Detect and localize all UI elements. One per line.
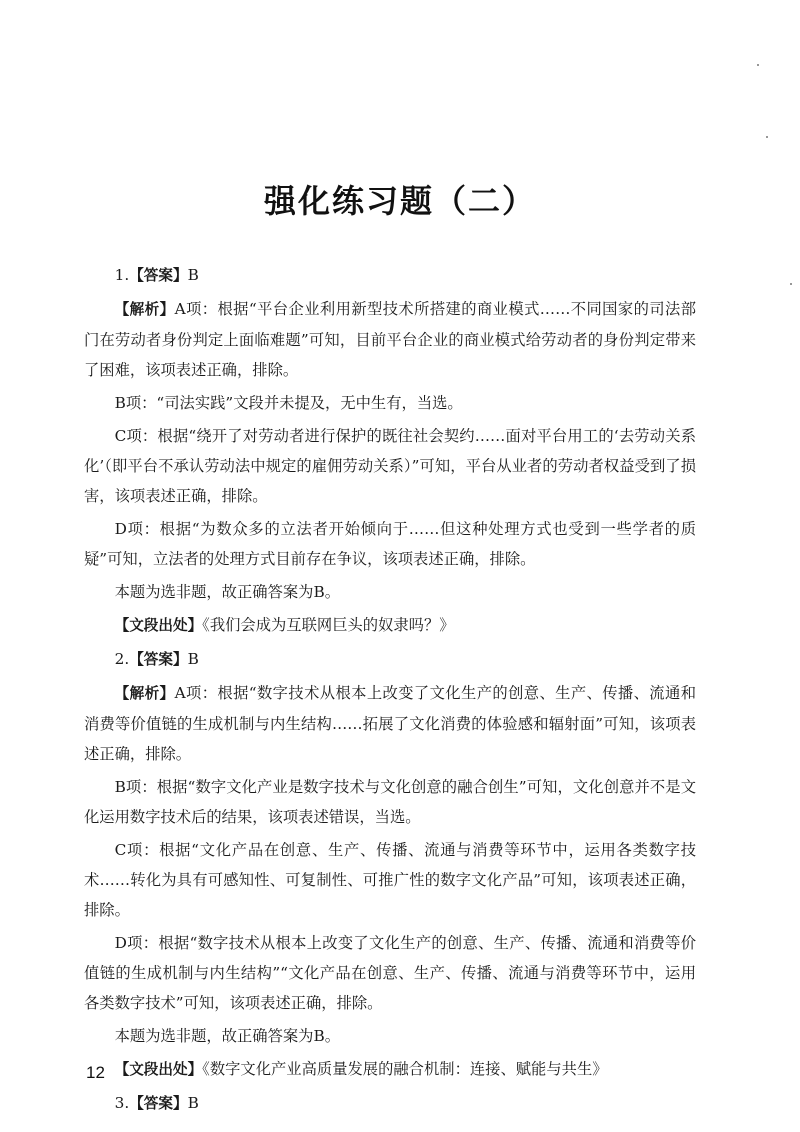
section-tag: 【解析】 — [114, 685, 175, 702]
question-number: 3. — [114, 1094, 130, 1112]
section-tag: 【文段出处】 — [114, 617, 203, 634]
paragraph-text: B — [187, 650, 199, 668]
paragraph-text: 本题为选非题，故正确答案为B。 — [114, 583, 340, 601]
paragraph — [84, 260, 696, 291]
paragraph-text: B — [187, 266, 199, 284]
paragraph-text: A项：根据“数字技术从根本上改变了文化生产的创意、生产、传播、流通和消费等价值链的生成机制与内生结构……拓展了文化消费的体验感和辐射面”可知，该项表述正确，排除。 — [84, 684, 696, 763]
paragraph-text: B项：“司法实践”文段并未提及，无中生有，当选。 — [114, 394, 463, 412]
paragraph-text: 《我们会成为互联网巨头的奴隶吗？》 — [202, 616, 455, 634]
paragraph — [84, 1054, 696, 1085]
question-number: 2. — [114, 650, 130, 668]
paragraph-text: C项：根据“文化产品在创意、生产、传播、流通与消费等环节中，运用各类数字技术……转化为具有可感知性、可复制性、可推广性的数字文化产品”可知，该项表述正确，排除。 — [84, 841, 696, 919]
paragraph — [84, 388, 696, 418]
paragraph — [84, 928, 696, 1018]
paragraph — [84, 678, 696, 769]
answer-explanations — [84, 260, 696, 1119]
paragraph — [84, 772, 696, 832]
paragraph — [84, 421, 696, 511]
paragraph-text: D项：根据“为数众多的立法者开始倾向于……但这种处理方式也受到一些学者的质疑”可知，立法者的处理方式目前存在争议，该项表述正确，排除。 — [84, 520, 696, 568]
paragraph-text: 《数字文化产业高质量发展的融合机制：连接、赋能与共生》 — [202, 1060, 608, 1078]
paragraph — [84, 514, 696, 574]
page-title: 强化练习题（二） — [263, 182, 536, 220]
section-tag: 【答案】 — [129, 267, 188, 284]
page-number: 12 — [86, 1063, 105, 1082]
paragraph — [84, 577, 696, 607]
paragraph — [84, 1021, 696, 1051]
section-tag: 【答案】 — [129, 1095, 188, 1112]
paragraph-text: C项：根据“绕开了对劳动者进行保护的既往社会契约……面对平台用工的‘去劳动关系化’（即平台不承认劳动法中规定的雇佣劳动关系）”可知，平台从业者的劳动者权益受到了损害，该项表述正确，排除。 — [84, 427, 696, 505]
paragraph — [84, 294, 696, 385]
scan-speck — [790, 283, 792, 285]
section-tag: 【解析】 — [114, 301, 175, 318]
paragraph-text: D项：根据“数字技术从根本上改变了文化生产的创意、生产、传播、流通和消费等价值链的生成机制与内生结构”“文化产品在创意、生产、传播、流通与消费等环节中，运用各类数字技术”可知，该项表述正确，排除。 — [84, 934, 696, 1012]
paragraph-text: 本题为选非题，故正确答案为B。 — [114, 1027, 340, 1045]
paragraph-text: B项：根据“数字文化产业是数字技术与文化创意的融合创生”可知，文化创意并不是文化运用数字技术后的结果，该项表述错误，当选。 — [84, 778, 696, 826]
paragraph — [84, 644, 696, 675]
paragraph-text: A项：根据“平台企业利用新型技术所搭建的商业模式……不同国家的司法部门在劳动者身份判定上面临难题”可知，目前平台企业的商业模式给劳动者的身份判定带来了困难，该项表述正确，排除。 — [84, 300, 696, 379]
paragraph — [84, 610, 696, 641]
paragraph — [84, 1088, 696, 1119]
paragraph — [84, 835, 696, 925]
question-number: 1. — [114, 266, 130, 284]
scan-speck — [766, 136, 768, 138]
scan-speck — [757, 64, 759, 66]
section-tag: 【文段出处】 — [114, 1061, 203, 1078]
section-tag: 【答案】 — [129, 651, 188, 668]
paragraph-text: B — [187, 1094, 199, 1112]
